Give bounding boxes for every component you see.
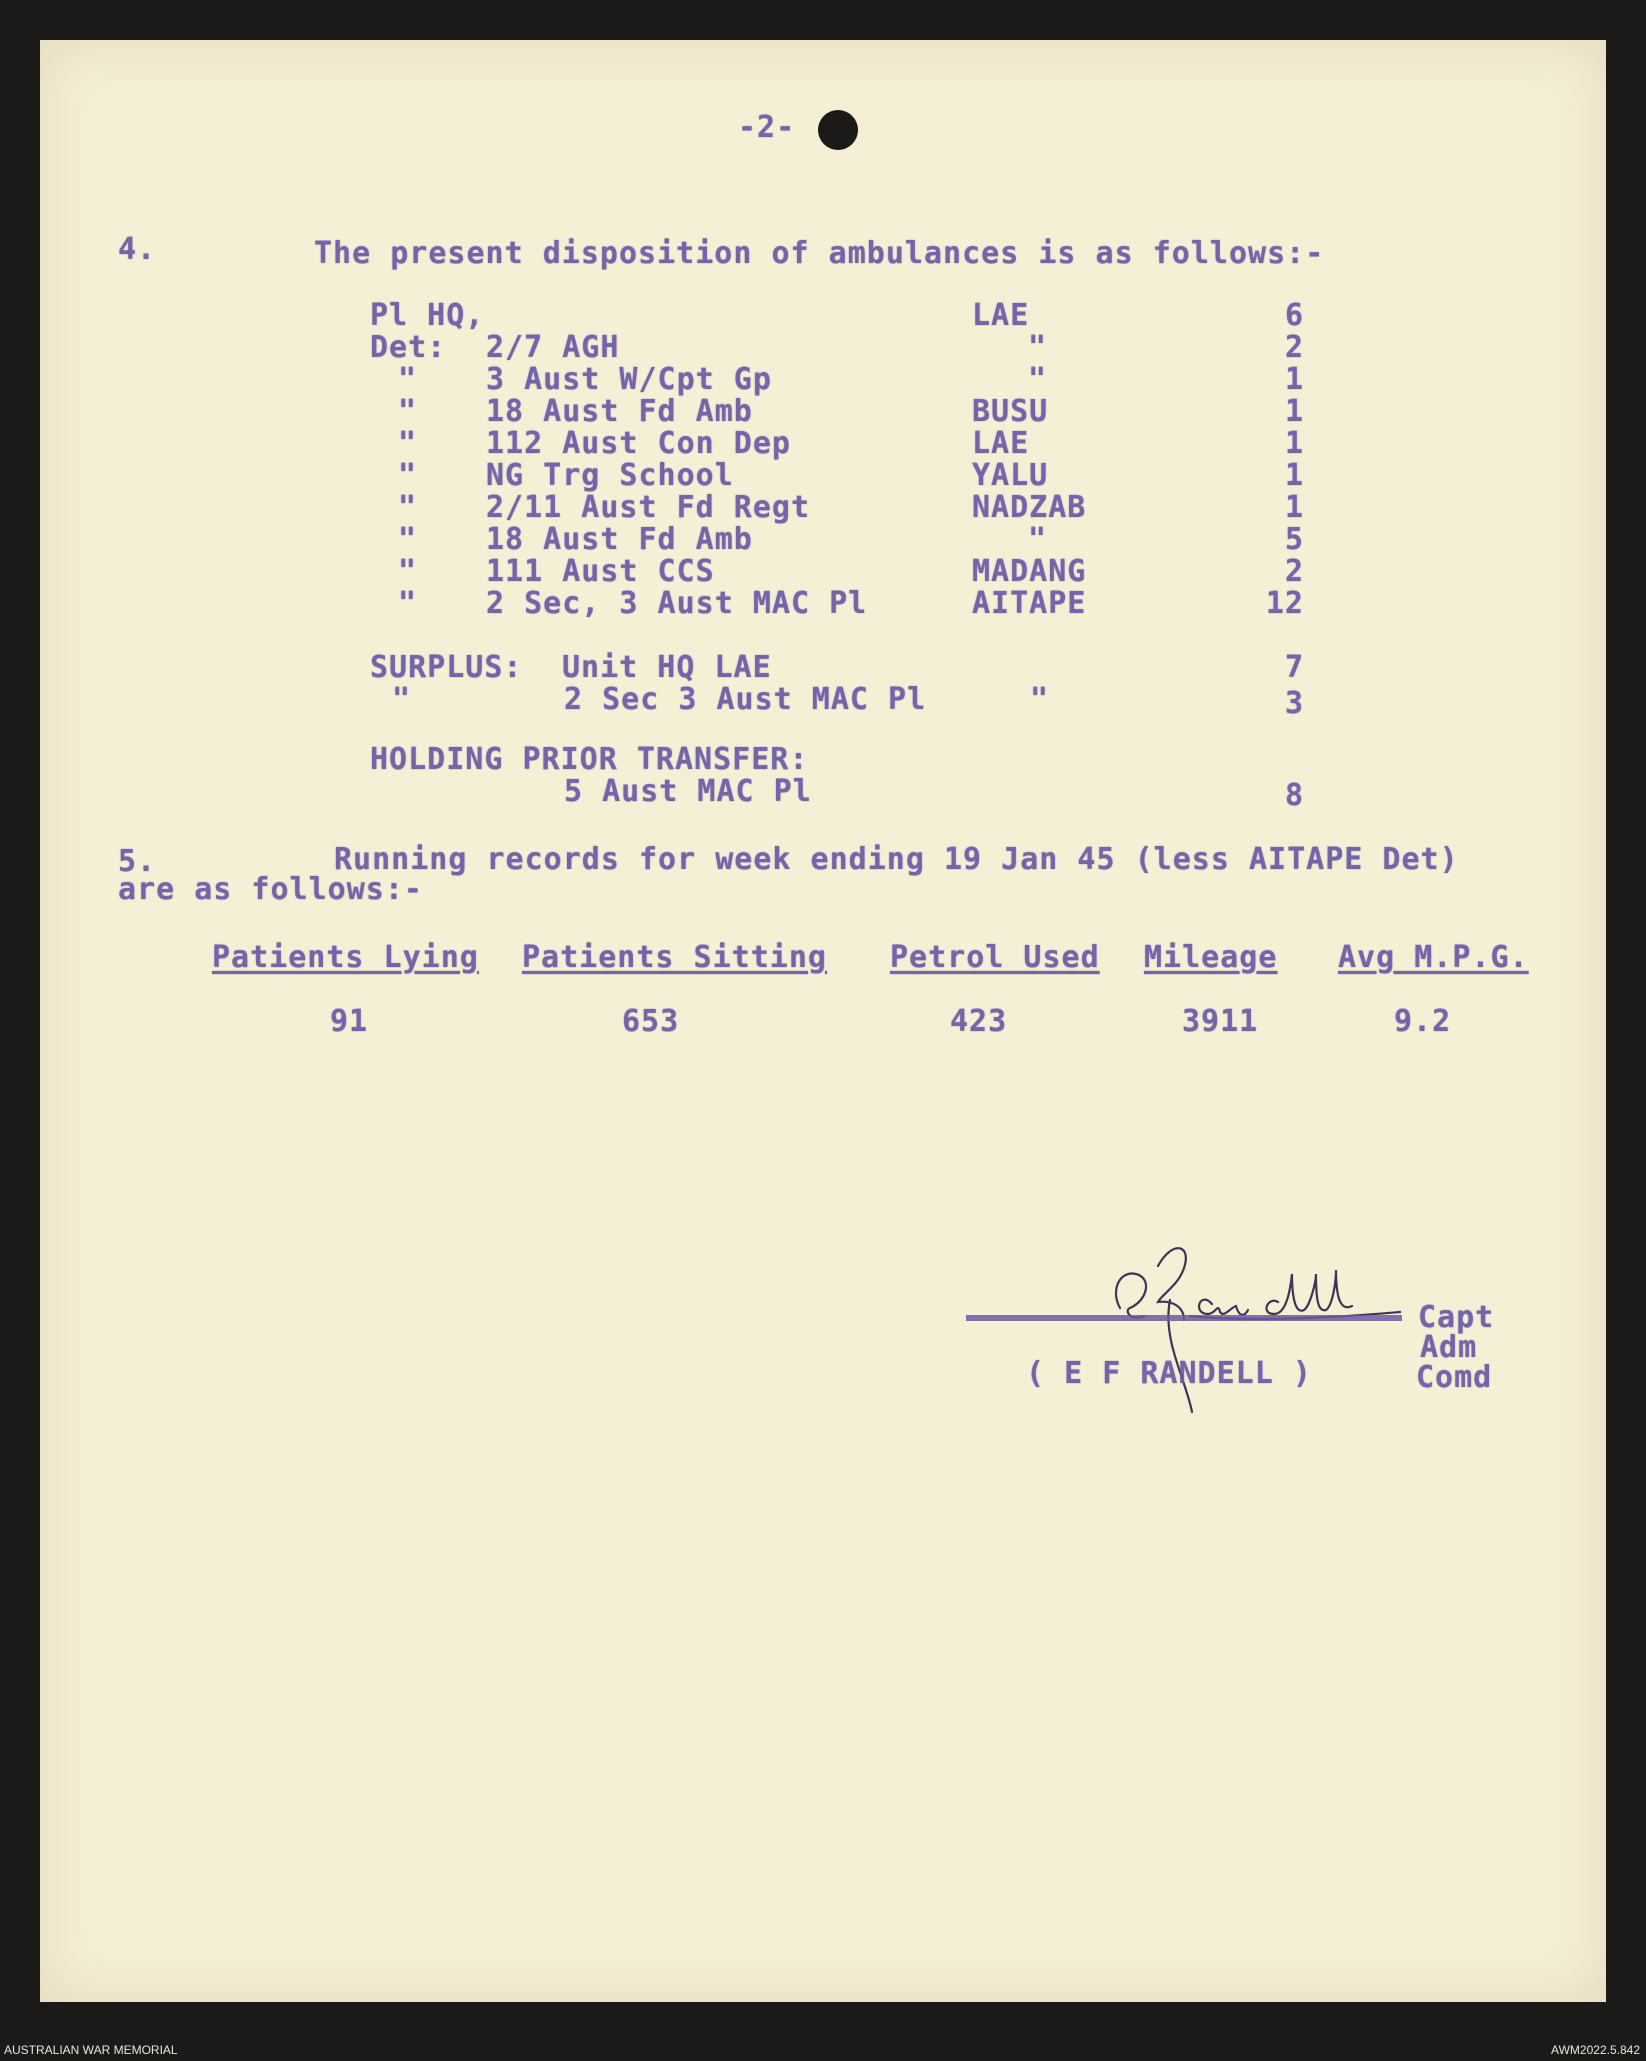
row-prefix: "	[398, 426, 418, 461]
surplus-text: Unit HQ LAE	[562, 650, 772, 685]
row-prefix: "	[398, 394, 418, 429]
surplus-ditto: "	[392, 682, 412, 717]
row-quantity: 12	[1265, 586, 1304, 621]
row-location: AITAPE	[972, 586, 1087, 621]
section-5-line2: are as follows:-	[118, 872, 423, 907]
row-location: NADZAB	[972, 490, 1087, 525]
row-unit: 3 Aust W/Cpt Gp	[486, 362, 772, 397]
surplus-qty: 7	[1284, 650, 1304, 685]
row-unit: 2/7 AGH	[486, 330, 620, 365]
document-page	[40, 40, 1606, 2002]
surplus-text-2: 2 Sec 3 Aust MAC Pl	[564, 682, 927, 717]
row-location: "	[1028, 362, 1048, 397]
value-petrol-used: 423	[950, 1004, 1008, 1039]
row-unit: 18 Aust Fd Amb	[486, 522, 753, 557]
signatory-title-1: Adm	[1420, 1330, 1478, 1365]
row-location: BUSU	[972, 394, 1049, 429]
row-quantity: 1	[1284, 394, 1304, 429]
page-number: -2-	[738, 110, 796, 145]
row-prefix: "	[398, 586, 418, 621]
row-quantity: 1	[1284, 458, 1304, 493]
header-avg-mpg: Avg M.P.G.	[1338, 940, 1529, 975]
signatory-title-2: Comd	[1416, 1360, 1493, 1395]
holding-qty: 8	[1284, 778, 1304, 813]
surplus-qty-2: 3	[1284, 686, 1304, 721]
header-patients-lying: Patients Lying	[212, 940, 479, 975]
row-location: "	[1028, 522, 1048, 557]
section-4-intro: The present disposition of ambulances is as follows:-	[314, 236, 1325, 271]
header-mileage: Mileage	[1144, 940, 1278, 975]
handwritten-signature	[1100, 1230, 1430, 1420]
row-location: "	[1028, 330, 1048, 365]
row-quantity: 1	[1284, 490, 1304, 525]
signature-line	[966, 1315, 1402, 1321]
row-unit: 112 Aust Con Dep	[486, 426, 791, 461]
row-prefix: "	[398, 522, 418, 557]
surplus-label: SURPLUS:	[370, 650, 523, 685]
holding-text: 5 Aust MAC Pl	[564, 774, 812, 809]
row-unit: 2 Sec, 3 Aust MAC Pl	[486, 586, 868, 621]
value-patients-lying: 91	[330, 1004, 369, 1039]
row-quantity: 1	[1284, 362, 1304, 397]
row-location: LAE	[972, 426, 1030, 461]
header-petrol-used: Petrol Used	[890, 940, 1100, 975]
row-quantity: 2	[1284, 330, 1304, 365]
row-quantity: 2	[1284, 554, 1304, 589]
section-5-line1: Running records for week ending 19 Jan 45 (less AITAPE Det)	[334, 842, 1459, 877]
row-prefix: Pl HQ,	[370, 298, 485, 333]
footer-archive-name: AUSTRALIAN WAR MEMORIAL	[4, 2043, 178, 2057]
row-prefix: "	[398, 362, 418, 397]
row-quantity: 1	[1284, 426, 1304, 461]
row-location: MADANG	[972, 554, 1087, 589]
section-5-number: 5.	[118, 844, 157, 879]
value-avg-mpg: 9.2	[1394, 1004, 1452, 1039]
value-patients-sitting: 653	[622, 1004, 680, 1039]
signatory-rank: Capt	[1418, 1300, 1495, 1335]
row-prefix: "	[398, 554, 418, 589]
row-unit: 2/11 Aust Fd Regt	[486, 490, 811, 525]
signatory-name: ( E F RANDELL )	[1026, 1356, 1312, 1391]
row-quantity: 5	[1284, 522, 1304, 557]
row-location: LAE	[972, 298, 1030, 333]
header-patients-sitting: Patients Sitting	[522, 940, 827, 975]
row-unit: 111 Aust CCS	[486, 554, 715, 589]
value-mileage: 3911	[1182, 1004, 1259, 1039]
footer-reference: AWM2022.5.842	[1551, 2043, 1640, 2057]
section-4-number: 4.	[118, 232, 157, 267]
row-prefix: Det:	[370, 330, 447, 365]
punch-hole	[818, 110, 858, 150]
row-prefix: "	[398, 458, 418, 493]
row-prefix: "	[398, 490, 418, 525]
row-quantity: 6	[1284, 298, 1304, 333]
row-unit: NG Trg School	[486, 458, 734, 493]
row-location: YALU	[972, 458, 1049, 493]
row-unit: 18 Aust Fd Amb	[486, 394, 753, 429]
holding-label: HOLDING PRIOR TRANSFER:	[370, 742, 809, 777]
surplus-loc-2: "	[1030, 682, 1050, 717]
